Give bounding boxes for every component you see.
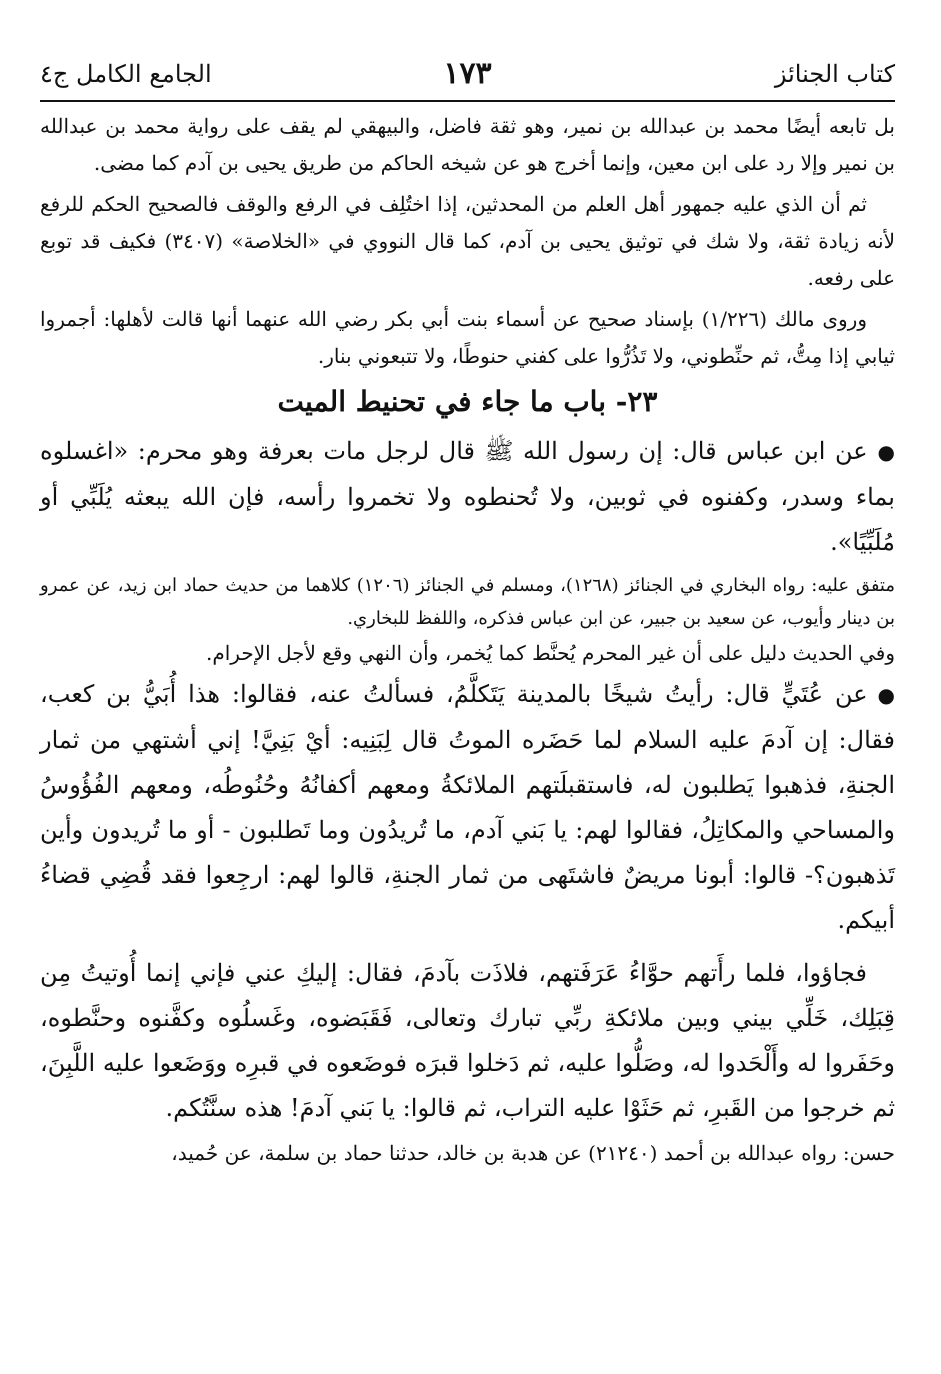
paragraph-2: ثم أن الذي عليه جمهور أهل العلم من المحدثين، إذا اختُلِف في الرفع والوقف فالصحيح الحكم للرفع لأنه زيادة ثقة، ولا شك في توثيق يحيى بن آدم، كما قال النووي في «الخلاصة» (٣٤٠٧) فكيف قد توبع على رفعه. bbox=[40, 192, 895, 290]
page-number: ١٧٣ bbox=[443, 56, 492, 91]
volume-title: الجامع الكامل ج٤ bbox=[40, 60, 212, 88]
header-rule bbox=[40, 100, 895, 102]
hadith-1-body: عن ابن عباس قال: إن رسول الله ﷺ قال لرجل مات بعرفة وهو محرم: «اغسلوه بماء وسدر، وكفنوه في ثوبين، ولا تُحنطوه ولا تخمروا رأسه، فإن الله يبعثه يُلَبِّي أو مُلَبِّيًا». bbox=[40, 437, 895, 556]
hadith-2-text bbox=[40, 672, 895, 943]
page-body bbox=[40, 108, 895, 1172]
hadith-2-takhrij: حسن: رواه عبدالله بن أحمد (٢١٢٤٠) عن هدبة بن خالد، حدثنا حماد بن سلمة، عن حُميد، bbox=[171, 1141, 895, 1165]
hadith-2-body: عن عُتَيٍّ قال: رأيتُ شيخًا بالمدينة يَتَكلَّمُ، فسألتُ عنه، فقالوا: هذا أُبَيُّ بن كعب، فقال: إن آدمَ عليه السلام لما حَضَره الموتُ قال لِبَنِيه: أيْ بَنِيَّ! إني أشتهي من ثمار الجنةِ، فذهبوا يَطلبون له، فاستقبلَتهم الملائكةُ ومعهم أكفانُهُ وحُنُوطُه، ومعهم الفُؤُوسُ والمساحي والمكاتِلُ، فقالوا لهم: يا بَني آدم، ما تُريدُون وما تَطلبون - أو ما تُريدون وأين تَذهبون؟- قالوا: أبونا مريضٌ فاشتَهى من ثمار الجنةِ، قالوا لهم: ارجِعوا فقد قُضِي قضاءُ أبيكم. bbox=[40, 680, 895, 934]
paragraph-1: بل تابعه أيضًا محمد بن عبدالله بن نمير، وهو ثقة فاضل، والبيهقي لم يقف على رواية محمد بن عبدالله بن نمير وإلا رد على ابن معين، وإنما أخرج هو عن شيخه الحاكم من طريق يحيى بن آدم كما مضى. bbox=[40, 114, 895, 175]
chapter-title: ٢٣- باب ما جاء في تحنيط الميت bbox=[277, 385, 658, 418]
bullet-icon: ● bbox=[877, 440, 895, 464]
hadith-1-note: وفي الحديث دليل على أن غير المحرم يُحنَّط كما يُخمر، وأن النهي وقع لأجل الإحرام. bbox=[206, 641, 895, 665]
page-header bbox=[40, 52, 895, 96]
paragraph-3: وروى مالك (١/٢٢٦) بإسناد صحيح عن أسماء بنت أبي بكر رضي الله عنهما أنها قالت لأهلها: أجمروا ثيابي إذا مِتُّ، ثم حنِّطوني، ولا تَذُرُّوا على كفني حنوطًا، ولا تتبعوني بنار. bbox=[40, 307, 895, 368]
hadith-1-takhrij: متفق عليه: رواه البخاري في الجنائز (١٢٦٨)، ومسلم في الجنائز (١٢٠٦) كلاهما من حديث حماد ابن زيد، عن عمرو بن دينار وأيوب، عن سعيد بن جبير، عن ابن عباس فذكره، واللفظ للبخاري. bbox=[40, 575, 896, 629]
bullet-icon: ● bbox=[877, 683, 895, 707]
book-title: كتاب الجنائز bbox=[774, 60, 895, 88]
hadith-1-text bbox=[40, 429, 895, 565]
hadith-2-continuation: فجاؤوا، فلما رأَتهم حوَّاءُ عَرَفَتهم، فلاذَت بآدمَ، فقال: إليكِ عني فإني إنما أُوتيتُ مِن قِبَلِك، خَلِّي بيني وبين ملائكةِ ربِّي تبارك وتعالى، فَقَبَضوه، وغَسلُوه وكفَّنوه وحنَّطوه، وحَفَروا له وأَلْحَدوا له، وصَلُّوا عليه، ثم دَخلوا قبرَه فوضَعوه في قبرِه ووَضَعوا عليه اللَّبِنَ، ثم خرجوا من القَبرِ، ثم حَثَوْا عليه التراب، ثم قالوا: يا بَني آدمَ! هذه سنَّتُكم. bbox=[40, 959, 895, 1122]
